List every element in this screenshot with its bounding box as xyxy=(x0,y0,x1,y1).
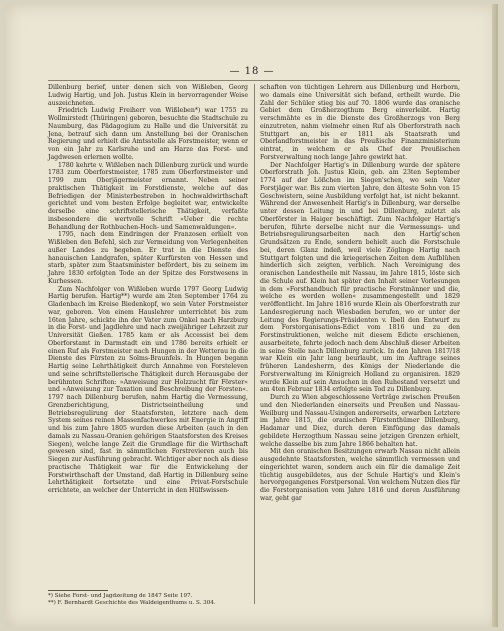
document-page xyxy=(6,4,498,627)
footnote: **) F. Bernhardt Geschichte des Waldeigenthums u. S. 304. xyxy=(48,600,216,606)
page-edge xyxy=(492,4,498,627)
column-divider xyxy=(254,84,255,604)
paragraph: Durch zu Wien abgeschlossene Verträge zwischen Preußen und den Niederlanden einerseits und Preußen und Nassau-Weilburg und Nassau-Usingen andererseits, erwarben Letztere im Jahre 1815, die oranischen Fürstenthümer Dillenburg, Hadamar und Diez, durch deren Einfügung das damals gebildete Herzogthum Nassau seine jetzigen Grenzen erhielt, welche dasselbe bis zum Jahre 1866 behalten hat. xyxy=(260,394,460,448)
paragraph: schaften von tüchtigen Lehrern aus Dillenburg und Herborn, wo damals eine Universität sich befand, ertheilt wurde. Die Zahl der Schüler stieg bis auf 70. 1806 wurde das oranische Gebiet dem Großherzogthum Berg einverleibt. Hartig verschmähte es in die Dienste des Großherzogs von Berg einzutreten, nahm vielmehr einen Ruf als Oberforstrath nach Stuttgart an, bis er 1811 als Staatsrath und Oberlandforstmeister in das Preußische Finanzministerium eintrat, in welchem er als Chef der Preußischen Forstverwaltung noch lange Jahre gewirkt hat. xyxy=(260,84,460,161)
paragraph: Der Nachfolger Hartig's in Dillenburg wurde der spätere Oberforstrath Joh. Justus Klein, geb. am 23ten September 1774 auf der Lößchen im Siegen'schen, wo sein Vater Forstjäger war. Bis zum vierten Jahre, den älteste Sohn von 15 Geschwistern, seine Ausbildung verfolgt hat, ist nicht bekannt. Während der Anwesenheit Hartig's in Dillenburg, war derselbe unter dessen Leitung in und bei Dillenburg, zuletzt als Oberförster in Haiger beschäftigt. Zum Nachfolger Hartig's berufen, führte derselbe nicht nur die Vermessungs- und Betriebsregulirungsarbeiten nach den Hartig'schen Grundsätzen zu Ende, sondern behielt auch die Forstschule bei, deren Glanz indeß, weil viele Zöglinge Hartig nach Stuttgart folgten und die kriegerischen Zeiten dem Aufblühen hinderlich sich zeigten, verblich. Nach Vereinigung des oranischen Landestheile mit Nassau, im Jahre 1815, löste sich die Schule auf. Klein hat später den Inhalt seiner Vorlesungen in dem »Forsthandbuch für practische Forstmänner und die, welche es werden wollen« zusammengestellt und 1829 veröffentlicht. Im Jahre 1816 wurde Klein als Oberforstrath zur Landesregierung nach Wiesbaden berufen, wo er unter der Leitung des Regierungs-Präsidenten v. Ibell den Entwurf zu dem Forstorganisations-Edict vom 1816 und zu den Forstinstruktionen, welche mit diesem Edicte erschienen, ausarbeitete, fehrte jedoch nach dem Abschluß dieser Arbeiten in seine Stelle nach Dillenburg zurück. In den Jahren 1817/18 war Klein ein Jahr lang beurlaubt, um im Auftrage seines früheren Landesherrn, des Königs der Niederlande die Forstverwaltung im Königreich Holland zu organisiren. 1829 wurde Klein auf sein Ansuchen in den Ruhestand versetzt und am 4ten Februar 1834 erfolgte sein Tod zu Dillenburg. xyxy=(260,161,460,394)
header-rule xyxy=(48,80,460,81)
footnotes xyxy=(48,593,248,607)
paragraph: Zum Nachfolger von Wißleben wurde 1797 Georg Ludwig Hartig berufen. Hartig**) wurde am 2ten September 1764 zu Gladenbach im Kreise Biedenkopf, wo sein Vater Forstmeister war, geboren. Von einem Hauslehrer unterrichtet bis zum 16ten Jahre, schickte ihn der Vater zum Onkel nach Harzburg in die Forst- und Jagdlehre und nach zweijähriger Lehrzeit zur Universität Gießen. 1785 kam er als Accessist bei dem Oberforstamt in Darmstadt ein und 1786 bereits erhielt er einen Ruf als Forstmeister nach Hungen in der Wetterau in die Dienste des Fürsten zu Solms-Braunfels. In Hungen begann Hartig seine Lehrthätigkeit durch Annahme von Forsteleven und seine schriftstellerische Thätigkeit durch Herausgabe der berühmten Schriften: »Anweisung zur Holzzucht für Förster« und »Anweisung zur Taxation und Beschreibung der Forsten«. 1797 nach Dillenburg berufen, nahm Hartig die Vermessung, Grenzberichtigung, Districtseintheilung und Betriebsregulirung der Staatsforsten, letztere nach dem System seines reinen Massenfachwerkes mit Energie in Angriff und bis zum Jahre 1805 wurden diese Arbeiten (auch in den damals zu Nassau-Oranien gehörigen Staatsforsten des Kreises Siegen), welche lange Zeit die Grundlage für die Wirthschaft gewesen sind, fast in sämmtlichen Forstrevieren auch bis Siegen zur Ausführung gebracht. Wichtiger aber noch als diese practische Thätigkeit war für die Entwickelung der Forstwirthschaft der Umstand, daß Hartig in Dillenburg seine Lehrthätigkeit fortsetzte und eine Privat-Forstschule errichtete, an welcher der Unterricht in den Hülfswissen- xyxy=(48,285,248,494)
paragraph: Mit den oranischen Besitzungen erwarb Nassau nicht allein ausgedehnte Staatsforsten, welche sämmtlich vermessen und eingerichtet waren, sondern auch ein für die damalige Zeit tüchtig ausgebildetes, aus der Schule Hartig's und Klein's hervorgegangenes Forstpersonal. Von welchem Nutzen dies für die Forstorganisation vom Jahre 1816 und deren Ausführung war, geht gar xyxy=(260,448,461,502)
footnote: *) Siehe Forst- und Jagdzeitung de 1847 Seite 197. xyxy=(48,593,193,599)
footnote-rule xyxy=(48,590,108,591)
paragraph: Dillenburg berief, unter denen sich von Wißleben, Georg Ludwig Hartig, und Joh. Justus Klein in hervorragender Weise auszeichneten. xyxy=(48,84,248,107)
page-number: — 18 — xyxy=(229,66,275,77)
paragraph: Friedrich Ludwig Freiherr von Wißleben*) war 1755 zu Wollmirstedt (Thüringen) geboren, besuchte die Stadtschule zu Naumburg, das Pädagogium zu Halle und die Universität zu Jena, betrauf sich dann um Anstellung bei der Oranischen Regierung und erhielt die Amtsstelle als Forstmeister, wenn er von ein Jahr zu Karlsruhe und am Harze das Forst- und Jagdwesen erlernen wollte. xyxy=(48,107,248,161)
left-column xyxy=(48,84,248,495)
paragraph: 1795, nach dem Eindringen der Franzosen erhielt von Wißleben den Befehl, sich zur Vermeidung von Verlegenheiten außer Landes zu begeben. Er trat in die Dienste des hanauischen Landgrafen, später Kurfürsten von Hessen und starb, später zum Staatsminister befördert, bis zu seinem im Jahre 1830 erfolgten Tode an der Spitze des Forstwesens in Kurhessen. xyxy=(48,231,248,285)
paragraph: 1780 kehrte v. Wißleben nach Dillenburg zurück und wurde 1783 zum Oberforstmeister, 1785 zum Oberforstmeister und 1799 zum Oberjägermeister ernannt. Neben seiner praktischen Thätigkeit im Forstdienste, welche auf das Befriedigen der Ministerbestreben in hochwaldwirthschaft gerichtet und vom besten Erfolge begleitet war, entwickelte derselbe eine schriftstellerische Thätigkeit, verfaßte insbesondere die wertvolle Schrift »Ueber die rechte Behandlung der Rothbuchen-Hoch- und Samenwaldungen«. xyxy=(48,161,248,231)
right-column xyxy=(260,84,460,503)
